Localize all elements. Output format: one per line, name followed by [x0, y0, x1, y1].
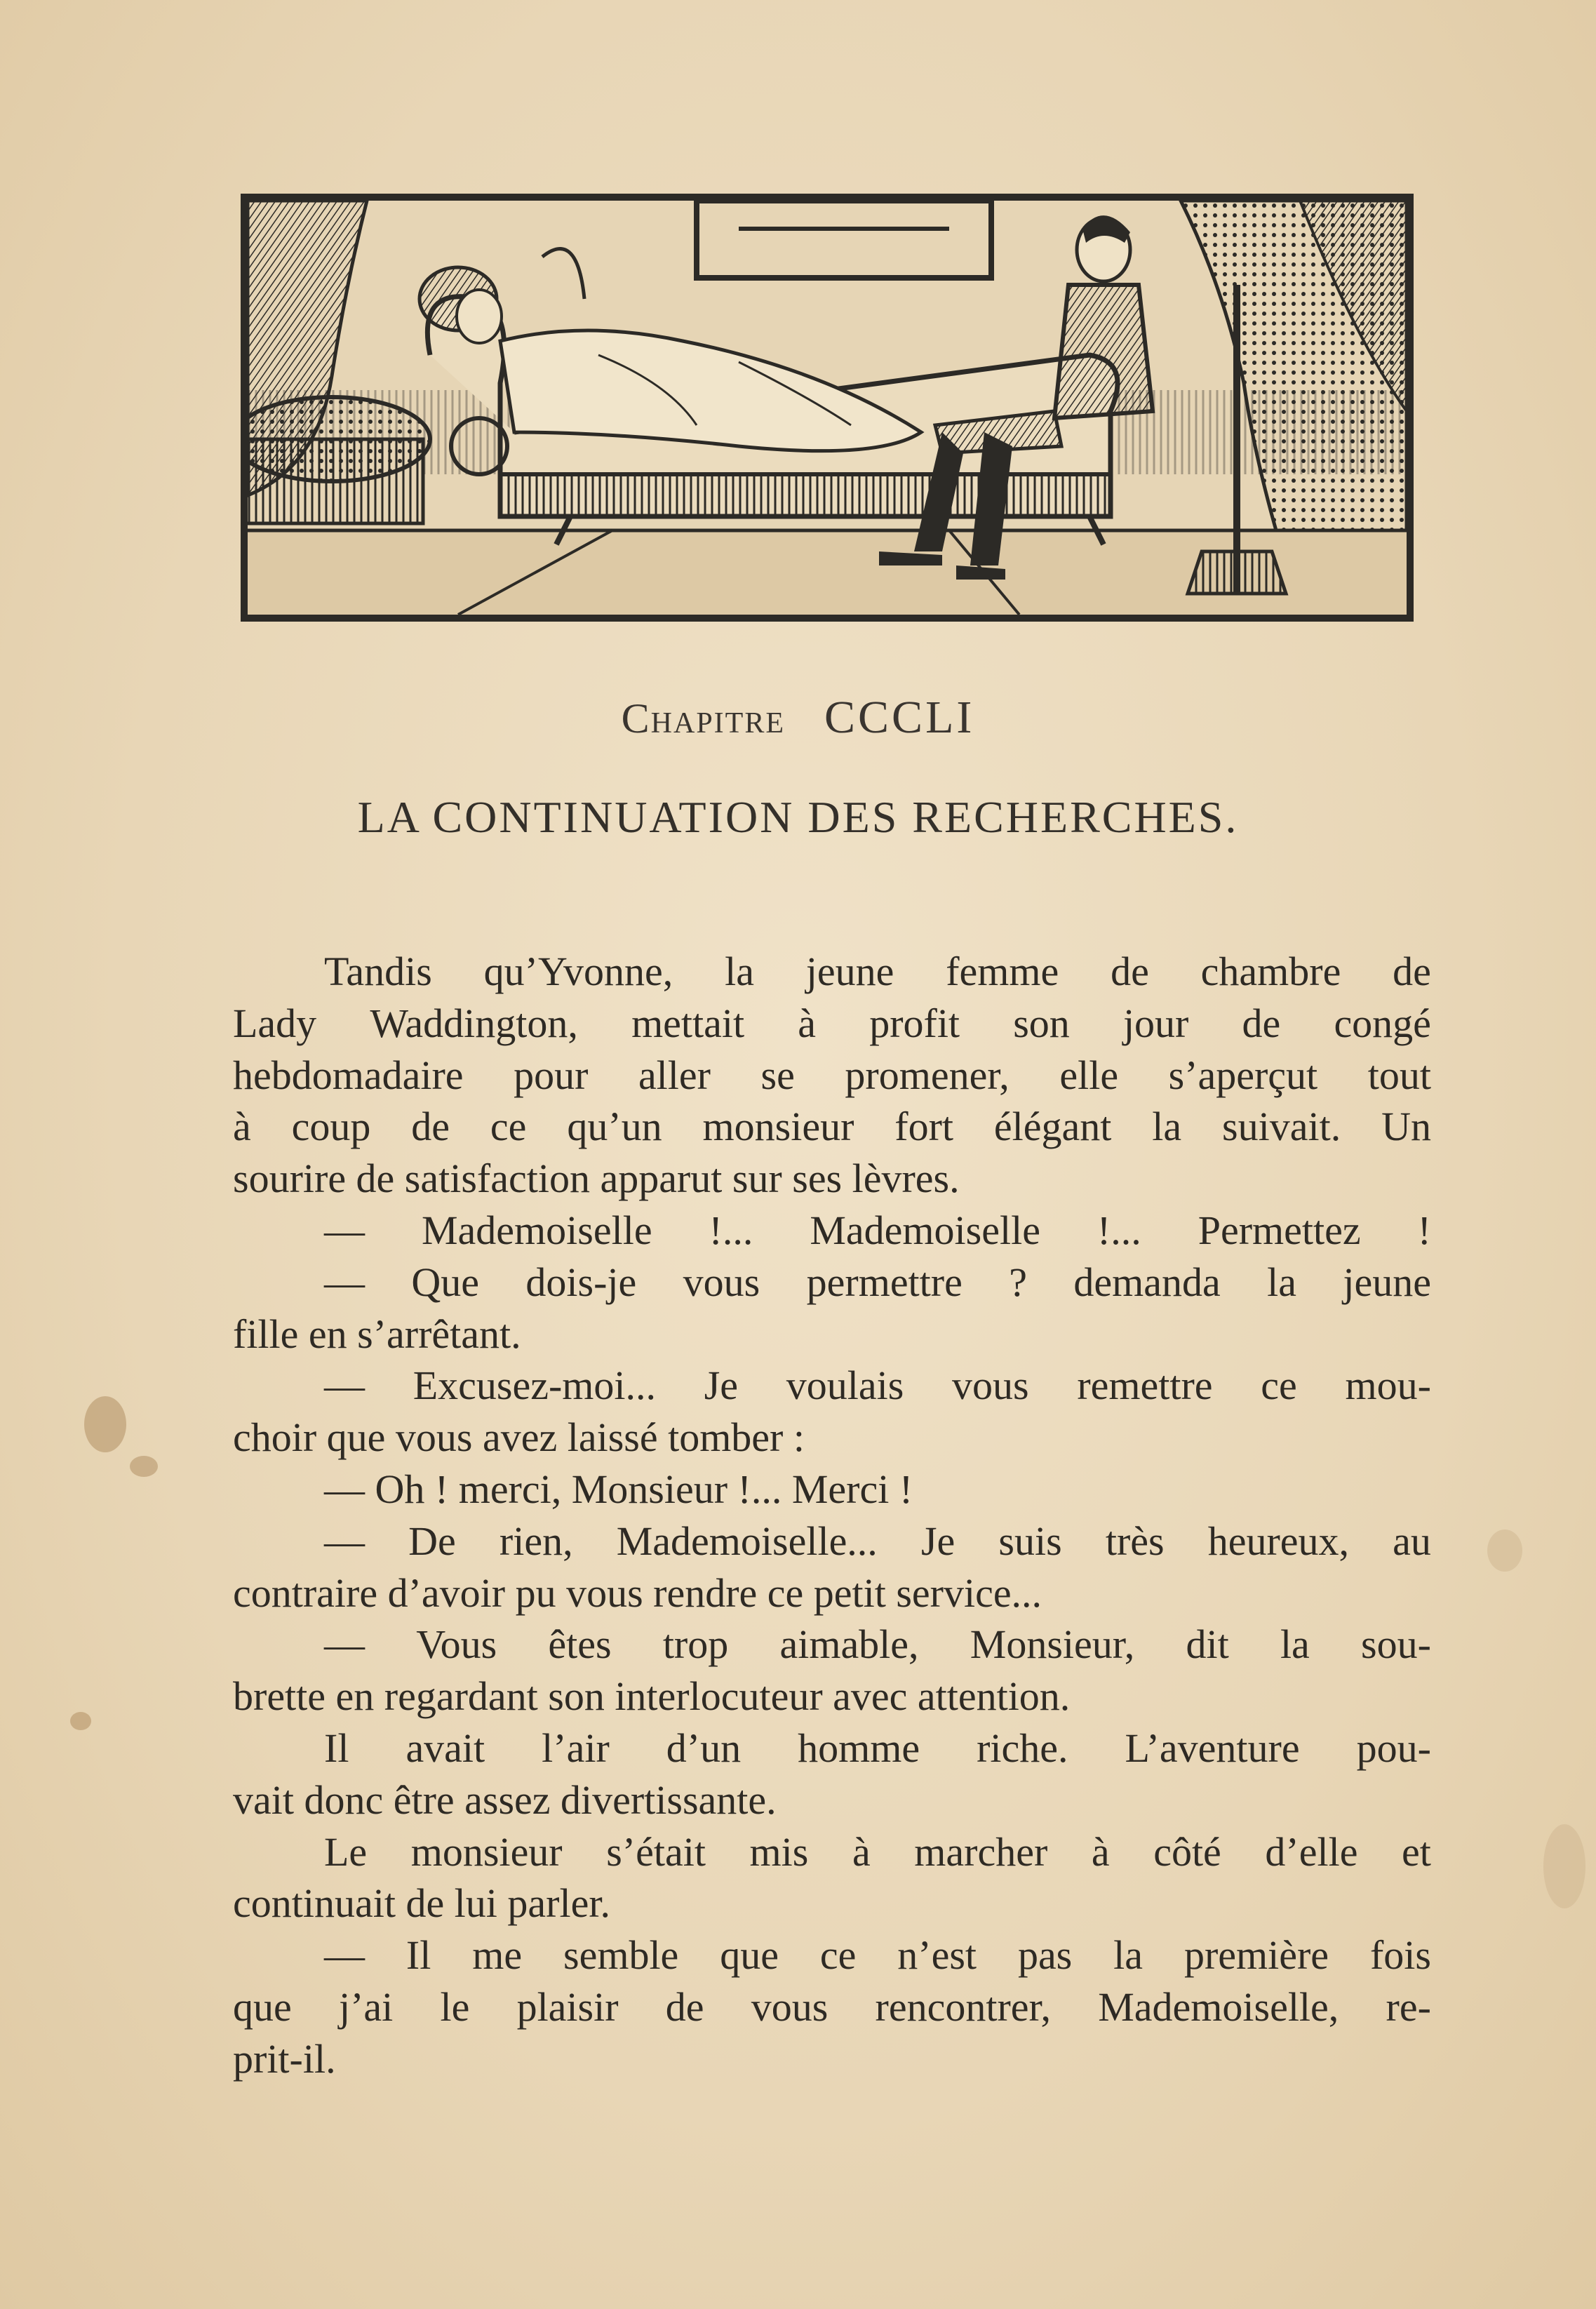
text-line: que j’ai le plaisir de vous rencontrer, Mademoiselle, re-: [233, 1983, 1431, 2030]
body-text: [233, 946, 1431, 2085]
engraving-woman-reclining-on-chaise-longue-with-seated-gentleman-icon: [248, 201, 1407, 615]
text-line: Lady Waddington, mettait à profit son jour de congé: [233, 1000, 1431, 1046]
stain: [84, 1396, 126, 1452]
text-line: — Oh ! merci, Monsieur !... Merci !: [324, 1466, 913, 1512]
text-line: choir que vous avez laissé tomber :: [233, 1414, 805, 1461]
text-line: contraire d’avoir pu vous rendre ce petit service...: [233, 1570, 1042, 1616]
text-line: vait donc être assez divertissante.: [233, 1776, 777, 1823]
stain: [70, 1712, 91, 1730]
stain: [130, 1456, 158, 1477]
chapter-title: LA CONTINUATION DES RECHERCHES.: [357, 792, 1239, 842]
text-line: Le monsieur s’était mis à marcher à côté d’elle et: [324, 1828, 1431, 1875]
text-line: — Excusez-moi... Je voulais vous remettre ce mou-: [324, 1363, 1431, 1409]
text-line: Tandis qu’Yvonne, la jeune femme de chambre de: [324, 949, 1431, 994]
text-line: — De rien, Mademoiselle... Je suis très heureux, au: [324, 1518, 1431, 1564]
chapter-heading: [0, 691, 1596, 744]
text-line: fille en s’arrêtant.: [233, 1311, 521, 1357]
text-line: sourire de satisfaction apparut sur ses lèvres.: [233, 1156, 960, 1202]
text-line: hebdomadaire pour aller se promener, elle s’aperçut tout: [233, 1052, 1431, 1098]
text-line: à coup de ce qu’un monsieur fort élégant la suivait. Un: [233, 1104, 1431, 1150]
text-line: Il avait l’air d’un homme riche. L’aventure pou-: [324, 1725, 1431, 1771]
text-line: — Que dois-je vous permettre ? demanda la jeune: [324, 1259, 1431, 1305]
text-line: prit-il.: [233, 2035, 336, 2082]
text-line: — Vous êtes trop aimable, Monsieur, dit la sou-: [324, 1621, 1431, 1668]
chapter-label: Chapitre: [621, 695, 785, 742]
stain: [1543, 1824, 1585, 1908]
chapter-number: CCCLI: [824, 692, 975, 743]
stain: [1487, 1530, 1522, 1572]
text-line: — Mademoiselle !... Mademoiselle !... Permettez !: [324, 1207, 1431, 1253]
text-line: continuait de lui parler.: [233, 1880, 610, 1927]
chapter-illustration: [241, 194, 1414, 622]
text-line: brette en regardant son interlocuteur avec attention.: [233, 1673, 1071, 1720]
text-line: — Il me semble que ce n’est pas la première fois: [324, 1932, 1431, 1979]
